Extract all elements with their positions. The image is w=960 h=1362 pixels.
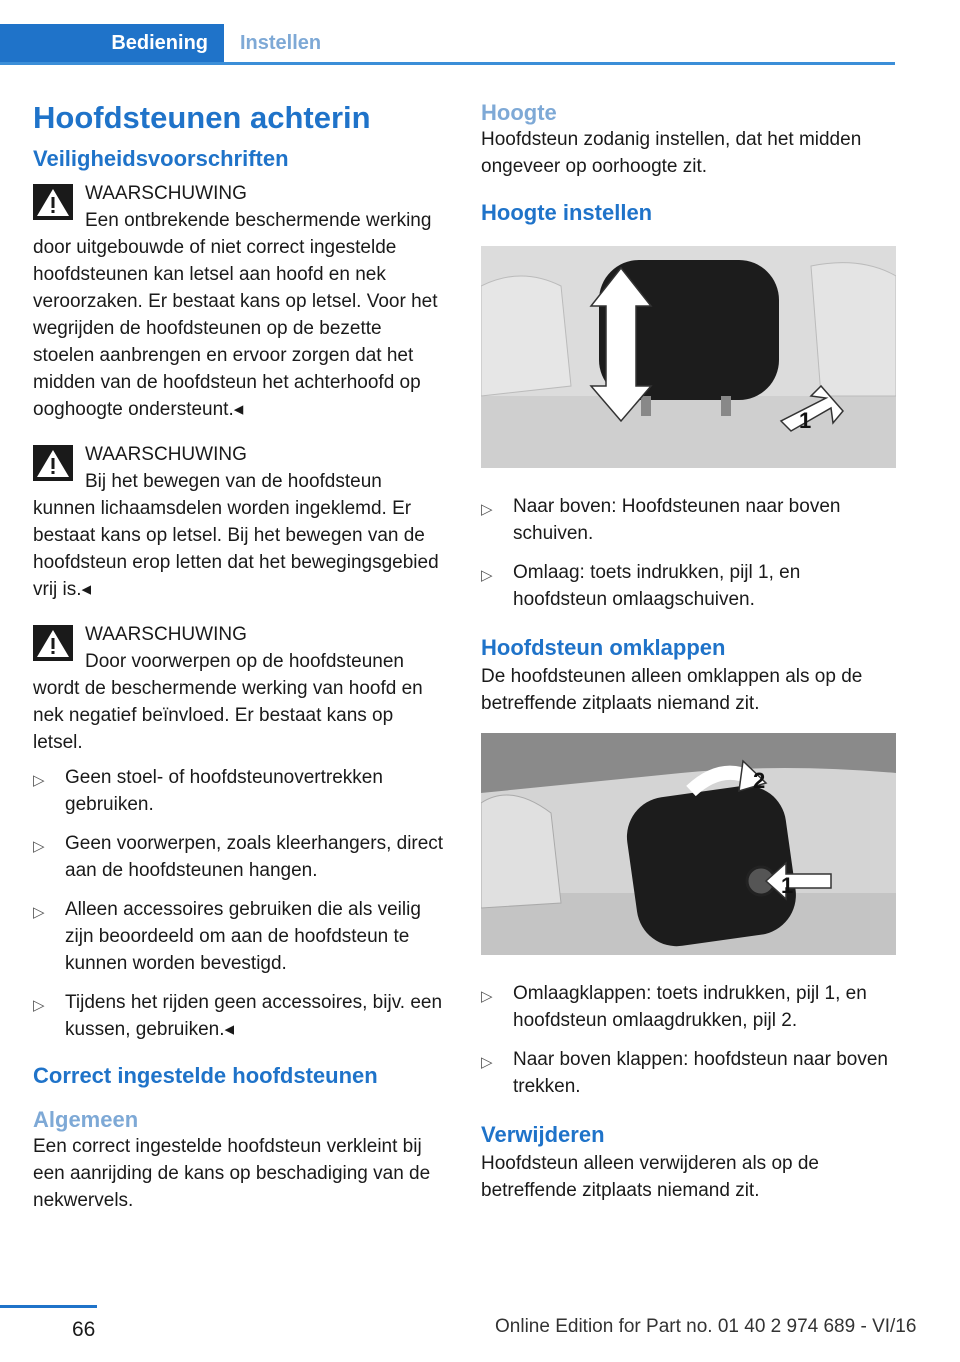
triangle-bullet-icon: ▷: [33, 772, 45, 789]
list-item: ▷ Tijdens het rijden geen accessoires, bijv. een kussen, gebruiken.◂: [33, 992, 443, 1040]
triangle-bullet-icon: ▷: [33, 904, 45, 921]
callout-2-label: 2: [753, 768, 766, 793]
left-column: [33, 100, 448, 1214]
fold-heading: Hoofdsteun omklappen: [481, 635, 726, 660]
warning-text: Door voorwerpen op de hoofdsteunen wordt de beschermende werking van hoofd en nek negatief beïnvloed. Er bestaat kans op letsel.: [33, 651, 423, 753]
triangle-bullet-icon: ▷: [33, 997, 45, 1014]
triangle-bullet-icon: ▷: [481, 988, 493, 1005]
safety-bullet-list: [33, 764, 448, 1043]
list-item: ▷ Naar boven klappen: hoofdsteun naar boven trekken.: [481, 1049, 888, 1097]
fold-text: De hoofdsteunen alleen omklappen als op de betreffende zitplaats niemand zit.: [481, 666, 863, 714]
warning-triangle-icon: [33, 184, 73, 220]
general-heading: Algemeen: [33, 1107, 139, 1132]
remove-heading: Verwijderen: [481, 1122, 605, 1147]
headrest-height-photo: [481, 246, 896, 468]
footer-rule: [0, 1305, 97, 1308]
safety-heading: Veiligheidsvoorschriften: [33, 146, 289, 171]
adjust-bullet-list: [481, 493, 896, 613]
callout-1-label: 1: [781, 873, 794, 898]
triangle-bullet-icon: ▷: [481, 1054, 493, 1071]
page-title: Hoofdsteunen achterin: [33, 100, 371, 135]
warning-block: [33, 621, 448, 756]
warning-label: WAARSCHUWING: [85, 624, 247, 645]
headrest-fold-photo: [481, 733, 896, 955]
warning-triangle-icon: [33, 625, 73, 661]
list-item: ▷ Naar boven: Hoofdsteunen naar boven schuiven.: [481, 496, 841, 544]
callout-1-label: 1: [799, 408, 812, 433]
general-text: Een correct ingestelde hoofdsteun verkleint bij een aanrijding de kans op beschadiging van de nekwervels.: [33, 1136, 431, 1211]
adjust-heading: Hoogte instellen: [481, 200, 653, 225]
warning-triangle-icon: [33, 445, 73, 481]
warning-label: WAARSCHUWING: [85, 183, 247, 204]
list-item: ▷ Geen stoel- of hoofdsteunovertrekken gebruiken.: [33, 767, 383, 815]
warning-block: [33, 180, 448, 423]
triangle-bullet-icon: ▷: [481, 501, 493, 518]
list-item: ▷ Omlaagklappen: toets indrukken, pijl 1, en hoofdsteun omlaagdrukken, pijl 2.: [481, 983, 867, 1031]
triangle-bullet-icon: ▷: [481, 567, 493, 584]
right-column: [481, 100, 896, 1204]
warning-label: WAARSCHUWING: [85, 444, 247, 465]
header-bar: [0, 0, 895, 65]
warning-text: Bij het bewegen van de hoofdsteun kunnen lichaamsdelen worden ingeklemd. Er bestaat kans op letsel. Bij het bewegen van de hoofdsteun erop letten dat het bewegingsgebied vrij is.◂: [33, 471, 439, 600]
height-text: Hoofdsteun zodanig instellen, dat het midden ongeveer op oorhoogte zit.: [481, 129, 862, 177]
height-heading: Hoogte: [481, 100, 557, 125]
remove-text: Hoofdsteun alleen verwijderen als op de betreffende zitplaats niemand zit.: [481, 1153, 819, 1201]
tab-bediening[interactable]: Bediening: [0, 24, 224, 62]
list-item: ▷ Alleen accessoires gebruiken die als veilig zijn beoordeeld om aan de hoofdsteun te kunnen worden bevestigd.: [33, 899, 421, 974]
list-item: ▷ Geen voorwerpen, zoals kleerhangers, direct aan de hoofdsteunen hangen.: [33, 833, 444, 881]
triangle-bullet-icon: ▷: [33, 838, 45, 855]
correct-heading: Correct ingestelde hoofdsteunen: [33, 1063, 378, 1088]
page-number: 66: [72, 1318, 96, 1341]
tab-instellen[interactable]: Instellen: [240, 32, 322, 54]
warning-block: [33, 441, 448, 603]
warning-text: Een ontbrekende beschermende werking door uitgebouwde of niet correct ingestelde hoofdsteunen kan letsel aan hoofd en nek veroorzaken. Er bestaat kans op letsel. Voor het wegrijden de hoofdsteunen op de bezette stoelen aanbrengen en ervoor zorgen dat het midden van de hoofdsteun het achterhoofd op ooghoogte ondersteunt.◂: [33, 210, 438, 420]
list-item: ▷ Omlaag: toets indrukken, pijl 1, en hoofdsteun omlaagschuiven.: [481, 562, 801, 610]
edition-text: Online Edition for Part no. 01 40 2 974 689 - VI/16: [495, 1316, 917, 1337]
fold-bullet-list: [481, 980, 896, 1100]
